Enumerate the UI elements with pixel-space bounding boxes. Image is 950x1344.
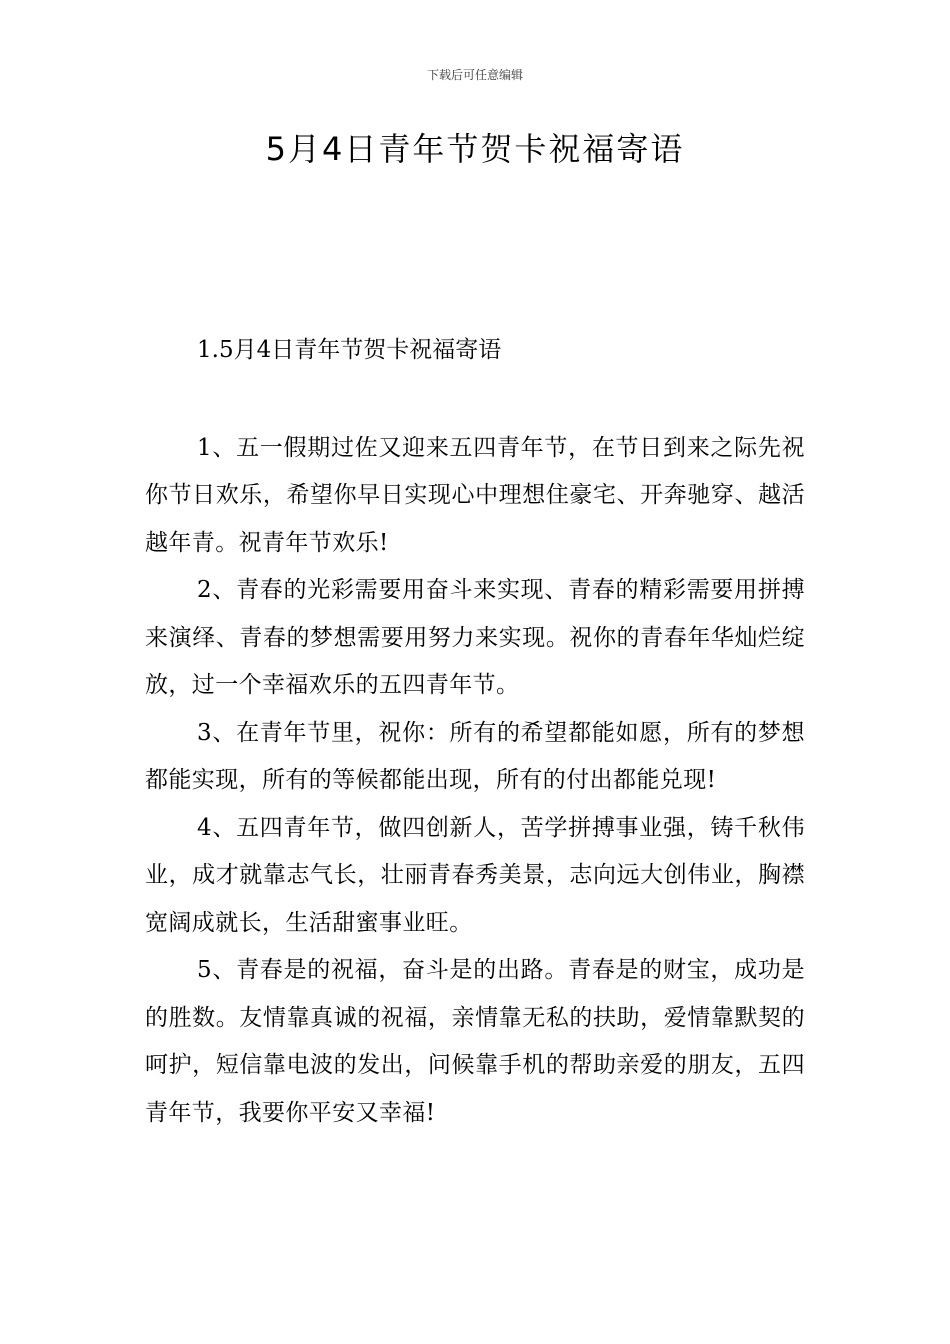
paragraph-3: 3、在青年节里，祝你：所有的希望都能如愿，所有的梦想都能实现，所有的等候都能出现，所有的付出都能兑现!	[145, 719, 805, 793]
header-note: 下载后可任意编辑	[426, 68, 523, 82]
paragraph-4: 4、五四青年节，做四创新人，苦学拼搏事业强，铸千秋伟业，成才就靠志气长，壮丽青春秀美景，志向远大创伟业，胸襟宽阔成就长，生活甜蜜事业旺。	[145, 814, 805, 936]
paragraph-2: 2、青春的光彩需要用奋斗来实现、青春的精彩需要用拼搏来演绎、青春的梦想需要用努力来实现。祝你的青春年华灿烂绽放，过一个幸福欢乐的五四青年节。	[145, 577, 805, 698]
section-heading: 1.5月4日青年节贺卡祝福寄语	[197, 337, 502, 363]
document-body	[145, 327, 805, 1137]
paragraph-1: 1、五一假期过佐又迎来五四青年节，在节日到来之际先祝你节日欢乐，希望你早日实现心中理想住豪宅、开奔驰穿、越活越年青。祝青年节欢乐!	[145, 434, 805, 556]
paragraph-5: 5、青春是的祝福，奋斗是的出路。青春是的财宝，成功是的胜数。友情靠真诚的祝福，亲情靠无私的扶助，爱情靠默契的呵护，短信靠电波的发出，问候靠手机的帮助亲爱的朋友，五四青年节，我要你平安又幸福!	[145, 957, 805, 1126]
section-spacer	[145, 375, 805, 425]
page-title: 5月4日青年节贺卡祝福寄语	[265, 130, 685, 168]
